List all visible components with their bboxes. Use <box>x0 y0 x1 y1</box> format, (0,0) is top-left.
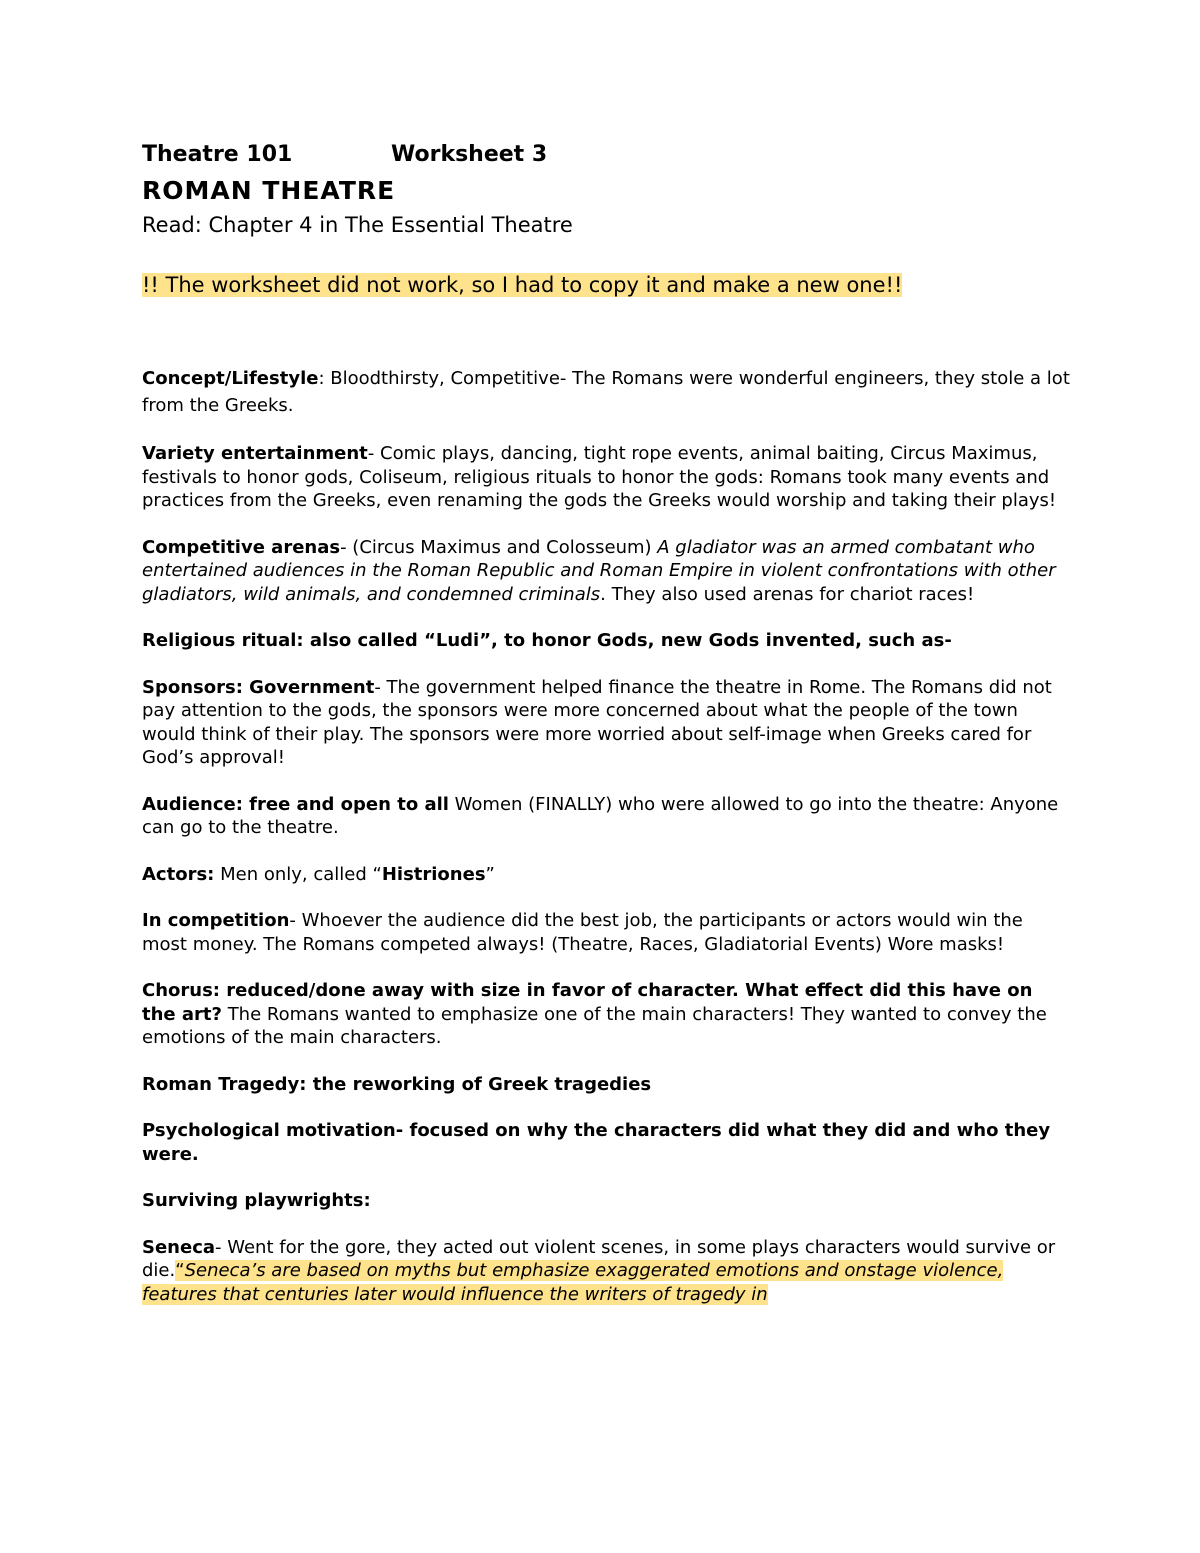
seneca-text: - Went for the gore, they acted out violent scenes, in some plays characters would survive or die. <box>142 1236 1056 1281</box>
seneca-quote-highlight <box>142 1260 1003 1305</box>
arenas-text-after: . They also used arenas for chariot races! <box>600 583 975 605</box>
sponsors-text: - The government helped finance the theatre in Rome. The Romans did not pay attention to the gods, the sponsors were more concerned about what the people of the town would think of their play. The sponsors were more worried about self-image when Greeks cared for God’s approval! <box>142 676 1052 768</box>
concept-label: Concept/Lifestyle <box>142 368 319 389</box>
variety-paragraph <box>142 442 1072 513</box>
religious-paragraph: Religious ritual: also called “Ludi”, to honor Gods, new Gods invented, such as- <box>142 630 952 651</box>
course-name: Theatre 101 <box>142 142 293 167</box>
sponsors-label: Sponsors: Government <box>142 676 375 698</box>
seneca-label: Seneca <box>142 1236 216 1258</box>
notice-line <box>142 270 1072 300</box>
chorus-paragraph <box>142 979 1072 1050</box>
worksheet-page <box>142 140 1072 1306</box>
header-row <box>142 140 1072 170</box>
psych-paragraph: Psychological motivation- focused on why the characters did what they did and who they were. <box>142 1120 1051 1165</box>
arenas-italic: A gladiator was an armed combatant who entertained audiences in the Roman Republic and Roman Empire in violent confrontations with other gladiators, wild animals, and condemned criminals <box>142 536 1056 605</box>
worksheet-number: Worksheet 3 <box>391 142 548 167</box>
variety-text: - Comic plays, dancing, tight rope events, animal baiting, Circus Maximus, festivals to honor gods, Coliseum, religious rituals to honor the gods: Romans took many events and practices from the Greeks, even renaming the gods the Greeks would worship and taking their plays! <box>142 443 1057 511</box>
arenas-paragraph <box>142 536 1072 607</box>
competition-paragraph <box>142 909 1072 956</box>
actors-term: Histriones <box>381 863 486 885</box>
seneca-paragraph <box>142 1236 1072 1307</box>
reading-assignment: Read: Chapter 4 in The Essential Theatre <box>142 213 573 237</box>
competition-label: In competition <box>142 910 290 931</box>
sponsors-paragraph <box>142 676 1072 770</box>
audience-label: Audience: free and open to all <box>142 793 449 815</box>
competition-text: - Whoever the audience did the best job, the participants or actors would win the most money. The Romans competed always! (Theatre, Races, Gladiatorial Events) Wore masks! <box>142 910 1023 955</box>
audience-paragraph <box>142 793 1072 840</box>
seneca-quote: Seneca’s are based on myths but emphasize exaggerated emotions and onstage violence, features that centuries later would influence the writers of tragedy in <box>142 1260 1004 1305</box>
playwrights-heading: Surviving playwrights: <box>142 1190 371 1211</box>
page-title: ROMAN THEATRE <box>142 176 396 205</box>
concept-text: : Bloodthirsty, Competitive- The Romans were wonderful engineers, they stole a lot from the Greeks. <box>142 368 1070 416</box>
arenas-text: - (Circus Maximus and Colosseum) <box>340 536 658 558</box>
tragedy-paragraph: Roman Tragedy: the reworking of Greek tragedies <box>142 1073 652 1095</box>
actors-text-after: ” <box>485 863 495 885</box>
concept-paragraph <box>142 365 1072 419</box>
variety-label: Variety entertainment <box>142 443 368 464</box>
audience-text: Women (FINALLY) who were allowed to go into the theatre: Anyone can go to the theatre. <box>142 793 1059 838</box>
chorus-text: The Romans wanted to emphasize one of the main characters! They wanted to convey the emotions of the main characters. <box>142 1003 1047 1048</box>
arenas-label: Competitive arenas <box>142 536 341 558</box>
actors-text: Men only, called “ <box>214 863 382 885</box>
notice-highlight: !! The worksheet did not work, so I had to copy it and make a new one!! <box>142 273 903 297</box>
actors-paragraph <box>142 863 1072 887</box>
seneca-quote-open: “ <box>175 1260 185 1281</box>
actors-label: Actors: <box>142 863 215 885</box>
chorus-label: Chorus: reduced/done away with size in favor of character. What effect did this have on the art? <box>142 980 1033 1025</box>
